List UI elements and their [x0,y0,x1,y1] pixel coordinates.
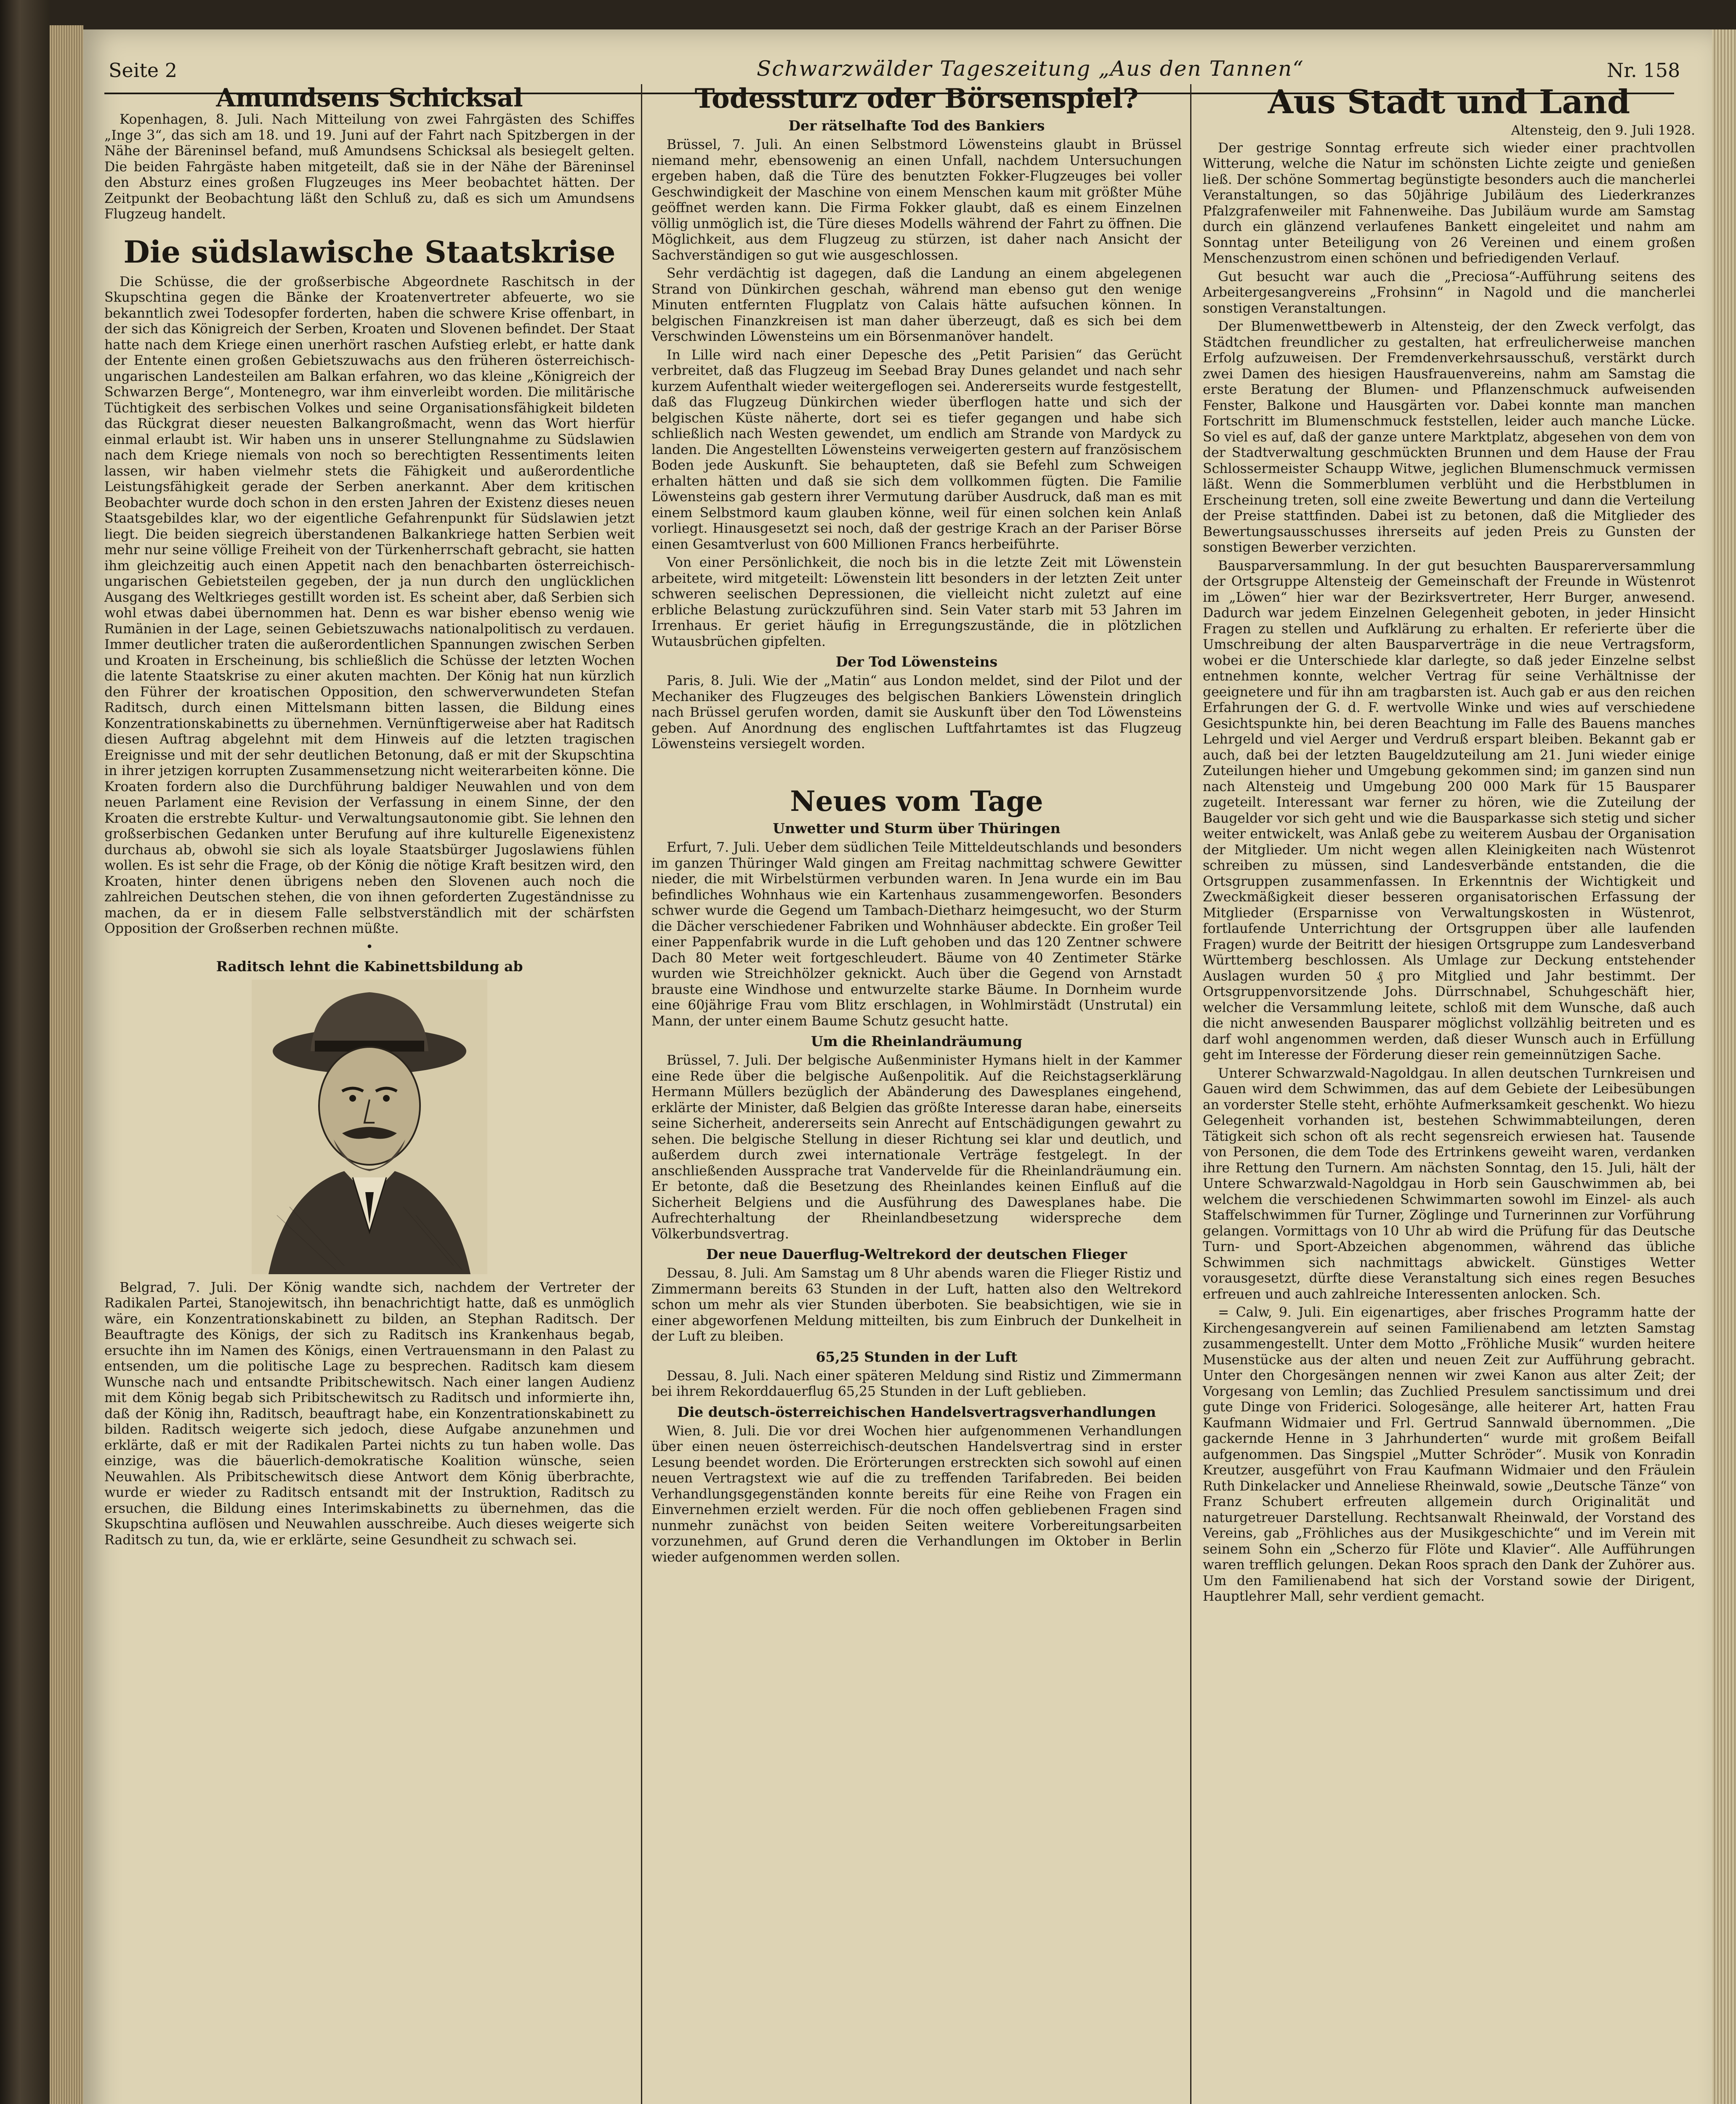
subheadline-tod-loewensteins: Der Tod Löwensteins [835,654,998,670]
article-text: Die Schüsse, die der großserbische Abgeordnete Raschitsch in der Skupschtina gegen die Bänke der Kroatenvertreter abfeuerte, wo sie bekanntlich zwei Todesopfer forderten, haben die schwere Krise offenbart, in der sich das Königreich der Serben, Kroaten und Slovenen befindet. Der Staat hatte nach dem Kriege einen unerhört raschen Aufstieg erlebt, er hatte dank der Entente einen großen Gebietszuwachs aus den früheren österreichisch-ungarischen Landesteilen am Balkan erfahren, wo das kleine „Königreich der Schwarzen Berge“, Montenegro, war ihm einverleibt worden. Die militärische Tüchtigkeit des serbischen Volkes und seine Organisationsfähigkeit bildeten das Rückgrat dieser neuesten Balkangroßmacht, wenn das Wort hierfür einmal erlaubt ist. Wir haben uns in unserer Stellungnahme zu Südslawien nach dem Kriege niemals von noch so berechtigten Ressentiments leiten lassen, wir haben vielmehr stets die Fähigkeit und außerordentliche Leistungsfähigkeit gerade der Serben anerkannt. Aber dem kritischen Beobachter wurde doch schon in den ersten Jahren der Existenz dieses neuen Staatsgebildes klar, wo der eigentliche Gefahrenpunkt für Südslawien jetzt liegt. Die beiden siegreich überstandenen Balkankriege hatten Serbien weit mehr nur seine völlige Freiheit von der Türkenherrschaft gebracht, sie hatten ihm gleichzeitig auch einen Appetit nach den benachbarten österreichisch-ungarischen Gebietsteilen gegeben, der ja nun durch den unglücklichen Ausgang des Weltkrieges gestillt worden ist. Es scheint aber, daß Serbien sich wohl etwas dabei übernommen hat. Denn es war bisher ebenso wenig wie Rumänien in der Lage, seinen Gebietszuwachs nationalpolitisch zu verdauen. Immer deutlicher traten die außerordentlichen Spannungen zwischen Serben und Kroaten in Erscheinung, bis schließlich die Schüsse der letzten Wochen die latente Staatskrise zu einer akuten machten. Der König hat nun kürzlich den Führer der kroatischen Opposition, den schwerverwundeten Stefan Raditsch, durch einen Mittelsmann bitten lassen, die Bildung eines Konzentrationskabinetts zu übernehmen. Vernünftigerweise aber hat Raditsch diesen Auftrag abgelehnt mit dem Hinweis auf die letzten tragischen Ereignisse und mit der sehr deutlichen Betonung, daß er mit der Skupschtina in ihrer jetzigen korrupten Zusammensetzung nicht weiterarbeiten könne. Die Kroaten fordern also die Durchführung baldiger Neuwahlen und von dem neuen Parlament eine Revision der Verfassung in einem Sinne, der den Kroaten die erstrebte Kultur- und Verwaltungsautonomie gibt. Sie lehnen den großserbischen Gedanken unter Berufung auf ihre kulturelle Eigenexistenz durchaus ab, obwohl sie sich als loyale Staatsbürger Jugoslawiens fühlen wollen. Es ist sehr die Frage, ob der König die nötige Kraft besitzen wird, den Kroaten, hinter denen übrigens neben den Slovenen auch noch die zahlreichen Deutschen stehen, die von ihnen geforderten Zugeständnisse zu machen, da er in diesem Falle selbstverständlich mit der schärfsten Opposition der Großserben rechnen müßte. [104,274,635,937]
article-text: Wien, 8. Juli. Die vor drei Wochen hier aufgenommenen Verhandlungen über einen neuen österreichisch-deutschen Handelsvertrag sind in erster Lesung beendet worden. Die Erörterungen erstreckten sich sowohl auf einen neuen Vertragstext wie auf die zu treffenden Tarifabreden. Bei beiden Verhandlungsgegenständen konnte bereits für eine Reihe von Fragen ein Einvernehmen erzielt werden. Für die noch offen gebliebenen Fragen sind nunmehr zunächst von beiden Seiten weitere Vorbereitungsarbeiten vorzunehmen, auf Grund deren die Verhandlungen im Oktober in Berlin wieder aufgenommen werden sollen. [651,1423,1182,1565]
article-text: In Lille wird nach einer Depesche des „Petit Parisien“ das Gerücht verbreitet, daß das Flugzeug im Seebad Bray Dunes gelandet und nach sehr kurzem Aufenthalt wieder weitergeflogen sei. Andererseits wurde festgestellt, daß das Flugzeug Dünkirchen wieder überflogen hatte und sich der belgischen Küste näherte, dort sei es tiefer gegangen und habe sich schließlich nach Westen gewendet, um endlich am Strande von Mardyck zu landen. Die Angestellten Löwensteins verweigerten gestern auf französischem Boden jede Auskunft. Sie behaupteten, daß sie Befehl zum Schweigen erhalten hätten und daß sie sich dem vollkommen fügten. Die Familie Löwensteins gab gestern ihrer Vermutung darüber Ausdruck, daß man es mit einem Selbstmord kaum glauben könne, weil für einen solchen kein Anlaß vorliegt. Hinausgesetzt sei noch, daß der gestrige Krach an der Pariser Börse einen Gesamtverlust von 600 Millionen Francs herbeiführte. [651,347,1182,552]
subheadline-unwetter: Unwetter und Sturm über Thüringen [773,820,1061,837]
subheadline-65-stunden: 65,25 Stunden in der Luft [816,1348,1018,1365]
article-text: Brüssel, 7. Juli. An einen Selbstmord Löwensteins glaubt in Brüssel niemand mehr, ebensowenig an einen Unfall, nachdem Untersuchungen ergeben haben, daß die Türe des benutzten Fokker-Flugzeuges bei voller Geschwindigkeit der Maschine von einem Menschen kaum mit größter Mühe geöffnet werden kann. Die Firma Fokker glaubt, daß es einem Einzelnen völlig unmöglich ist, die Türe dieses Modells während der Fahrt zu öffnen. Die Möglichkeit, aus dem Flugzeug zu stürzen, ist daher nach Ansicht der Sachverständigen so gut wie ausgeschlossen. [651,137,1182,263]
subheadline-handelsvertrag: Die deutsch-österreichischen Handelsvertragsverhandlungen [677,1403,1156,1420]
article-text: Sehr verdächtig ist dagegen, daß die Landung an einem abgelegenen Strand von Dünkirchen geschah, während man ebenso gut den wenige Minuten entfernten Flugplatz von Calais hätte aufsuchen können. In belgischen Finanzkreisen ist man daher überzeugt, daß es sich bei dem Verschwinden Löwensteins um ein Börsenmanöver handelt. [651,266,1182,345]
next-page-fringe [1712,29,1736,2104]
issue-number: Nr. 158 [1607,59,1680,82]
column-divider [641,84,642,2104]
portrait-illustration [252,980,487,1274]
dateline: Altensteig, den 9. Juli 1928. [1511,122,1695,138]
article-text: Belgrad, 7. Juli. Der König wandte sich, nachdem der Vertreter der Radikalen Partei, Stanojewitsch, ihn benachrichtigt hatte, daß es unmöglich wäre, ein Konzentrationskabinett zu bilden, an Stephan Raditsch. Der Beauftragte des Königs, der sich zu Raditsch ins Krankenhaus begab, ersuchte ihn im Namen des Königs, einen Vertrauensmann in den Palast zu entsenden, um die politische Lage zu besprechen. Raditsch kam diesem Wunsche nach und entsandte Pribitschewitsch. Nach einer langen Audienz mit dem König begab sich Pribitschewitsch zu Raditsch und informierte ihn, daß der König ihn, Raditsch, beauftragt habe, ein Konzentrationskabinett zu bilden. Raditsch weigerte sich jedoch, diese Aufgabe anzunehmen und erklärte, daß er mit der Radikalen Partei nichts zu tun haben wolle. Das einzige, was die bäuerlich-demokratische Koalition wünsche, seien Neuwahlen. Als Pribitschewitsch diese Antwort dem König überbrachte, wurde er wieder zu Raditsch entsandt mit der Instruktion, Raditsch zu ersuchen, die Bildung eines Interimskabinetts zu übernehmen, das die Skupschtina auflösen und Neuwahlen ausschreibe. Auch dieses weigerte sich Raditsch zu tun, da, wie er erklärte, seine Gesundheit zu schwach sei. [104,1280,635,1548]
masthead-title: Schwarzwälder Tageszeitung „Aus den Tannen“ [757,56,1304,81]
page-edge-stack [50,25,83,2104]
article-text: Kopenhagen, 8. Juli. Nach Mitteilung von zwei Fahrgästen des Schiffes „Inge 3“, das sich am 18. und 19. Juni auf der Fahrt nach Spitzbergen in der Nähe der Bäreninsel befand, muß Amundsens Schicksal als besiegelt gelten. Die beiden Fahrgäste haben mitgeteilt, daß sie in der Nähe der Bäreninsel den Absturz eines großen Flugzeuges ins Meer beobachtet hätten. Der Zeitpunkt der Beobachtung läßt den Schluß zu, daß es sich um Amundsens Flugzeug handelt. [104,112,635,222]
article-text: Der gestrige Sonntag erfreute sich wieder einer prachtvollen Witterung, welche die Natur im schönsten Lichte zeigte und genießen ließ. Der schöne Sommertag begünstigte besonders auch die mancherlei Veranstaltungen, so das 50jährige Jubiläum des Liederkranzes Pfalzgrafenweiler mit Fahnenweihe. Das Jubiläum wurde am Samstag durch ein glänzend verlaufenes Bankett eingeleitet und nahm am Sonntag unter Beteiligung von 26 Vereinen und einem großen Menschenzustrom einen schönen und befriedigenden Verlauf. [1203,140,1695,266]
article-text: Erfurt, 7. Juli. Ueber dem südlichen Teile Mitteldeutschlands und besonders im ganzen Thüringer Wald gingen am Freitag nachmittag schwere Gewitter nieder, die mit Wirbelstürmen verbunden waren. In Jena wurde ein im Bau befindliches Wohnhaus wie ein Kartenhaus zusammengeworfen. Besonders schwer wurde die Gegend um Tambach-Dietharz heimgesucht, wo der Sturm die Dächer verschiedener Fabriken und Wohnhäuser abdeckte. Ein großer Teil einer Pappenfabrik wurde in die Luft gehoben und das 120 Zentner schwere Dach 80 Meter weit fortgeschleudert. Bäume von 40 Zentimeter Stärke wurden wie Streichhölzer geknickt. Auch über die Gegend von Arnstadt brauste eine Windhose und entwurzelte starke Bäume. In Dornheim wurde eine 60jährige Frau vom Blitz erschlagen, in Wohlmirstädt (Unstrutal) ein Mann, der unter einem Baume Schutz gesucht hatte. [651,840,1182,1029]
article-text: Bausparversammlung. In der gut besuchten Bausparerversammlung der Ortsgruppe Altensteig der Gemeinschaft der Freunde in Wüstenrot im „Löwen“ hier war der Bezirksvertreter, Herr Burger, anwesend. Dadurch war jedem Einzelnen Gelegenheit geboten, in jeder Hinsicht Fragen zu stellen und Aufklärung zu erhalten. Er referierte über die Umschreibung der alten Bausparverträge in die neue Vertragsform, wobei er die Unterschiede klar darlegte, so daß jeder Einzelne selbst entnehmen konnte, welcher Vertrag für seine Verhältnisse der geeignetere und für ihn am tragbarsten ist. Auch gab er aus den reichen Erfahrungen der G. d. F. wertvolle Winke und wies auf verschiedene Gesichtspunkte hin, bei deren Beachtung im Falle des Bauens manches Lehrgeld und viel Aerger und Verdruß erspart bleiben. Bekannt gab er auch, daß bei der letzten Baugeldzuteilung am 21. Juni wieder einige Zuteilungen hieher und Umgebung gekommen sind; im ganzen sind nun nach Altensteig und Umgebung 200 000 Mark für 15 Bausparer zugeteilt. Interessant war ferner zu hören, wie die Zuteilung der Baugelder vor sich geht und wie die Bausparkasse sich stetig und sicher weiter entwickelt, was Anlaß gebe zu weiterem Ausbau der Organisation der Mitglieder. Um nicht wegen allen Kleinigkeiten nach Wüstenrot schreiben zu müssen, sind Landesverbände entstanden, die die Ortsgruppen zusammenfassen. In Erkenntnis der Wichtigkeit und Zweckmäßigkeit dieser besseren organisatorischen Erfassung der Mitglieder (Ersparnisse von Verwaltungskosten in Wüstenrot, fortlaufende Unterrichtung der Ortsgruppen über alle laufenden Fragen) wurde der Beitritt der hiesigen Ortsgruppe zum Landesverband Württemberg beschlossen. Als Umlage zur Deckung entstehender Auslagen wurden 50 ₰ pro Mitglied und Jahr bestimmt. Der Ortsgruppenvorsitzende Johs. Dürrschnabel, Schuhgeschäft hier, welcher die Versammlung leitete, schloß mit dem Wunsche, daß auch die nicht anwesenden Bausparer möglichst vollzählig beitreten und es darf wohl angenommen werden, daß dieser Wunsch auch in Erfüllung geht im Interesse der Förderung dieser rein gemeinnützigen Sache. [1203,558,1695,1063]
column-2 [651,84,1182,1568]
subheadline-rheinland: Um die Rheinlandräumung [811,1033,1022,1050]
article-text: Brüssel, 7. Juli. Der belgische Außenminister Hymans hielt in der Kammer eine Rede über die belgische Außenpolitik. Auf die Reichstagserklärung Hermann Müllers bezüglich der Abänderung des Dawesplanes eingehend, erklärte der Minister, daß Belgien das größte Interesse daran habe, einerseits seine Sicherheit, andererseits sein Anrecht auf Entschädigungen gewahrt zu sehen. Die belgische Stellung in dieser Richtung sei klar und deutlich, und außerdem durch zwei internationale Verträge festgelegt. In der anschließenden Aussprache trat Vandervelde für die Rheinlandräumung ein. Er betonte, daß die Besetzung des Rheinlandes keinen Einfluß auf die Sicherheit Belgiens und die Ausführung des Dawesplanes habe. Die Aufrechterhaltung der Rheinlandbesetzung widerspreche dem Völkerbundsvertrag. [651,1053,1182,1242]
page-header [83,46,1712,84]
book-spine [0,0,50,2104]
article-text: = Calw, 9. Juli. Ein eigenartiges, aber frisches Programm hatte der Kirchengesangverein auf seinen Familienabend am letzten Samstag zusammengestellt. Unter dem Motto „Fröhliche Musik“ wurden heitere Musenstücke aus der alten und neuen Zeit zur Aufführung gebracht. Unter den Chorgesängen nennen wir zwei Kanon aus alter Zeit; der Vorgesang von Lemlin; das Zuchlied Presulem sanctissimum und drei gute Dinge von Friderici. Sologesänge, alle heiterer Art, hatten Frau Kaufmann Widmaier und Frl. Gertrud Sannwald übernommen. „Die gackernde Henne in 3 Jahrhunderten“ wurde mit großem Beifall aufgenommen. Das Singspiel „Mutter Schröder“. Musik von Konradin Kreutzer, ausgeführt von Frau Kaufmann Widmaier und den Fräulein Ruth Dinkelacker und Anneliese Rheinwald, sowie „Deutsche Tänze“ von Franz Schubert erfreuten allgemein durch Originalität und naturgetreuer Darstellung. Rechtsanwalt Rheinwald, der Vorstand des Vereins, gab „Fröhliches aus der Musikgeschichte“ und im Verein mit seinem Sohn ein „Scherzo für Flöte und Klavier“. Alle Aufführungen waren trefflich gelungen. Dekan Roos sprach den Dank der Zuhörer aus. Um den Familienabend hat sich der Vorstand sowie der Dirigent, Hauptlehrer Mall, sehr verdient gemacht. [1203,1305,1695,1605]
headline-todessturz: Todessturz oder Börsenspiel? [694,83,1139,114]
article-text: Paris, 8. Juli. Wie der „Matin“ aus London meldet, sind der Pilot und der Mechaniker des Flugzeuges des belgischen Bankiers Löwenstein dringlich nach Brüssel gerufen worden, damit sie Auskunft über den Tod Löwensteins geben. Auf Anordnung des englischen Luftfahrtamtes ist das Flugzeug Löwensteins versiegelt worden. [651,673,1182,752]
column-3 [1203,84,1695,1607]
headline-staatskrise: Die südslawische Staatskrise [123,234,616,270]
newspaper-page [83,29,1712,2104]
separator-bullet: • [366,939,373,954]
subheadline-raditsch: Raditsch lehnt die Kabinettsbildung ab [216,958,523,975]
page-number: Seite 2 [109,59,178,82]
article-text: Von einer Persönlichkeit, die noch bis in die letzte Zeit mit Löwenstein arbeitete, wird mitgeteilt: Löwenstein litt besonders in der letzten Zeit unter schweren seelischen Depressionen, die vielleicht nicht zuletzt auf eine erbliche Belastung zurückzuführen sind. Sein Vater starb mit 53 Jahren im Irrenhaus. Er geriet häufig in Erregungszustände, die in plötzlichen Wutausbrüchen gipfelten. [651,555,1182,649]
headline-amundsen: Amundsens Schicksal [216,83,523,113]
subheadline-dauerflug: Der neue Dauerflug-Weltrekord der deutschen Flieger [706,1246,1127,1263]
headline-neues-vom-tage: Neues vom Tage [790,784,1043,818]
column-divider [1190,84,1191,2104]
subheadline-bankier: Der rätselhafte Tod des Bankiers [788,117,1045,134]
article-text: Dessau, 8. Juli. Nach einer späteren Meldung sind Ristiz und Zimmermann bei ihrem Rekorddauerflug 65,25 Stunden in der Luft geblieben. [651,1368,1182,1400]
headline-aus-stadt-und-land: Aus Stadt und Land [1268,83,1630,121]
article-text: Gut besucht war auch die „Preciosa“-Aufführung seitens des Arbeitergesangvereins „Frohsinn“ in Nagold und die mancherlei sonstigen Veranstaltungen. [1203,269,1695,316]
article-text: Unterer Schwarzwald-Nagoldgau. In allen deutschen Turnkreisen und Gauen wird dem Schwimmen, das auf dem Gebiete der Leibesübungen an vorderster Stelle steht, erhöhte Aufmerksamkeit geschenkt. Wo hiezu Gelegenheit vorhanden ist, bestehen Schwimmabteilungen, deren Tätigkeit sich schon oft als recht segensreich erwiesen hat. Tausende von Personen, die dem Tode des Ertrinkens geweiht waren, verdanken ihre Rettung den Turnern. Am nächsten Sonntag, den 15. Juli, hält der Untere Schwarzwald-Nagoldgau in Horb sein Gauschwimmen ab, bei welchem die verschiedenen Schwimmarten sowohl im Einzel- als auch Staffelschwimmen für Turner, Zöglinge und Turnerinnen zur Vorführung gelangen. Vormittags von 10 Uhr ab wird die Prüfung für das Deutsche Turn- und Sport-Abzeichen abgenommen, während das übliche Schwimmen sich nachmittags abwickelt. Günstiges Wetter vorausgesetzt, dürfte diese Veranstaltung sich eines regen Besuches erfreuen und auch zahlreiche Interessenten anlocken. Sch. [1203,1065,1695,1302]
column-1 [104,84,635,1551]
article-text: Dessau, 8. Juli. Am Samstag um 8 Uhr abends waren die Flieger Ristiz und Zimmermann bereits 63 Stunden in der Luft, hatten also den Weltrekord schon um mehr als vier Stunden überboten. Sie beabsichtigen, wie sie in einer abgeworfenen Meldung mitteilten, bis zum Einbruch der Dunkelheit in der Luft zu bleiben. [651,1266,1182,1344]
article-text: Der Blumenwettbewerb in Altensteig, der den Zweck verfolgt, das Städtchen freundlicher zu gestalten, hat erfreulicherweise manchen Erfolg aufzuweisen. Der Fremdenverkehrsausschuß, verstärkt durch zwei Damen des hiesigen Hausfrauenvereins, nahm am Samstag die erste Beratung der Blumen- und Pflanzenschmuck aufweisenden Fenster, Balkone und Hausgärten vor. Dabei konnte man manchen Fortschritt im Blumenschmuck feststellen, leider auch manche Lücke. So viel es auf, daß der ganze untere Marktplatz, abgesehen von dem von der Stadtverwaltung geschmückten Brunnen und dem Hause der Frau Schlossermeister Schaupp Witwe, jeglichen Blumenschmuck vermissen läßt. Wenn die Sommerblumen verblüht und die Herbstblumen in Erscheinung treten, soll eine zweite Bewertung und dann die Verteilung der Preise stattfinden. Dabei ist zu betonen, daß die Mitglieder des Bewertungsausschusses ihrerseits auf jeden Preis zu Gunsten der sonstigen Bewerber verzichten. [1203,319,1695,555]
